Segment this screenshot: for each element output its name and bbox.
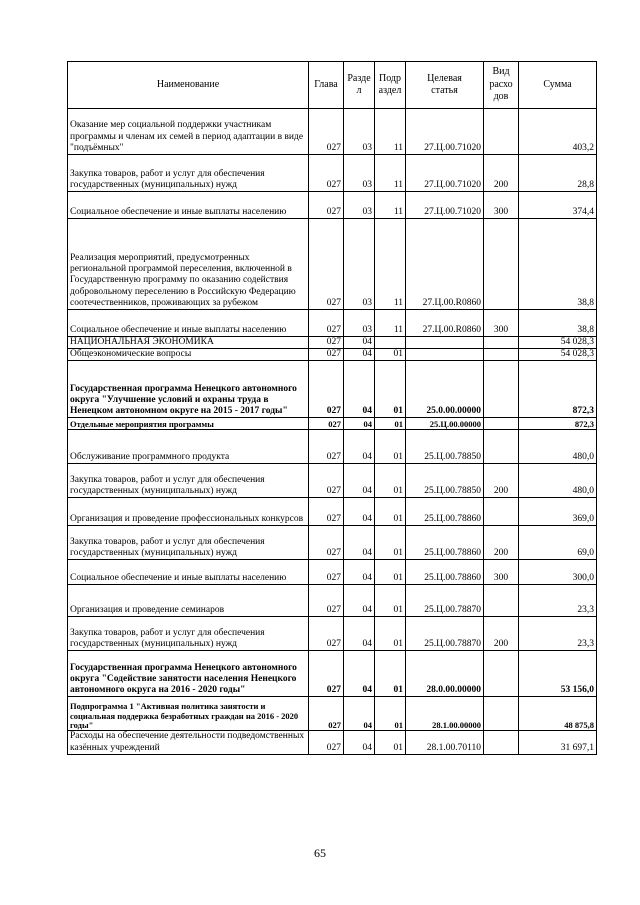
row-target: 25.Ц.00.78850: [406, 464, 484, 498]
row-razdel: 04: [344, 349, 375, 361]
row-podrazdel: 01: [375, 498, 406, 526]
row-sum: 300,0: [519, 560, 597, 585]
row-vid: [484, 337, 519, 349]
row-target: 27.Ц.00.71020: [406, 155, 484, 192]
row-podrazdel: 11: [375, 192, 406, 219]
row-name: Закупка товаров, работ и услуг для обеспечения государственных (муниципальных) нужд: [68, 617, 309, 651]
row-razdel: 04: [344, 526, 375, 560]
table-row: [68, 498, 597, 526]
table-row: [68, 109, 597, 155]
row-target: 28.1.00.70110: [406, 731, 484, 754]
row-vid: [484, 731, 519, 754]
row-glava: 027: [309, 560, 344, 585]
table-row: [68, 310, 597, 337]
row-target: 25.Ц.00.78860: [406, 498, 484, 526]
row-target: [406, 337, 484, 349]
row-target: 27.Ц.00.71020: [406, 109, 484, 155]
row-podrazdel: 01: [375, 349, 406, 361]
table-row: [68, 651, 597, 697]
row-glava: 027: [309, 464, 344, 498]
row-razdel: 03: [344, 192, 375, 219]
row-name: Социальное обеспечение и иные выплаты населению: [68, 192, 309, 219]
row-glava: 027: [309, 526, 344, 560]
row-razdel: 04: [344, 731, 375, 754]
row-vid: 200: [484, 464, 519, 498]
row-name: Социальное обеспечение и иные выплаты населению: [68, 560, 309, 585]
row-podrazdel: 01: [375, 585, 406, 617]
row-name: Организация и проведение профессиональных конкурсов: [68, 498, 309, 526]
row-target: 27.Ц.00.R0860: [406, 310, 484, 337]
row-vid: [484, 651, 519, 697]
row-target: 28.1.00.00000: [406, 697, 484, 731]
row-glava: 027: [309, 109, 344, 155]
row-name: Реализация мероприятий, предусмотренных региональной программой переселения, включенной в Государственную программу по оказанию содействия добровольному переселению в Российскую Федерацию соотечественников, проживающих за рубежом: [68, 219, 309, 310]
row-name: Закупка товаров, работ и услуг для обеспечения государственных (муниципальных) нужд: [68, 464, 309, 498]
table-row: [68, 526, 597, 560]
row-vid: 300: [484, 192, 519, 219]
row-podrazdel: 01: [375, 560, 406, 585]
row-target: 25.Ц.00.78850: [406, 430, 484, 464]
row-target: 25.0.00.00000: [406, 361, 484, 418]
page-number: 65: [314, 846, 326, 860]
row-podrazdel: 01: [375, 697, 406, 731]
row-glava: 027: [309, 651, 344, 697]
row-name: Отдельные мероприятия программы: [68, 418, 309, 430]
row-vid: 200: [484, 526, 519, 560]
header-razdel: Разде л: [344, 62, 375, 109]
table-row: [68, 731, 597, 754]
row-target: 25.Ц.00.78860: [406, 526, 484, 560]
row-name: Социальное обеспечение и иные выплаты населению: [68, 310, 309, 337]
row-razdel: 04: [344, 651, 375, 697]
row-vid: 300: [484, 310, 519, 337]
row-glava: 027: [309, 585, 344, 617]
row-razdel: 03: [344, 155, 375, 192]
table-row: [68, 155, 597, 192]
row-razdel: 04: [344, 697, 375, 731]
row-name: Закупка товаров, работ и услуг для обеспечения государственных (муниципальных) нужд: [68, 526, 309, 560]
row-glava: 027: [309, 731, 344, 754]
table-row: [68, 430, 597, 464]
row-vid: [484, 697, 519, 731]
row-sum: 480,0: [519, 430, 597, 464]
row-razdel: 04: [344, 617, 375, 651]
row-podrazdel: 11: [375, 155, 406, 192]
row-sum: 28,8: [519, 155, 597, 192]
row-vid: 200: [484, 155, 519, 192]
row-podrazdel: 11: [375, 219, 406, 310]
header-glava: Глава: [309, 62, 344, 109]
row-podrazdel: 11: [375, 310, 406, 337]
table-row: [68, 585, 597, 617]
row-razdel: 03: [344, 310, 375, 337]
row-name: НАЦИОНАЛЬНАЯ ЭКОНОМИКА: [68, 337, 309, 349]
table-row: [68, 697, 597, 731]
row-vid: 300: [484, 560, 519, 585]
row-vid: [484, 361, 519, 418]
table-row: [68, 219, 597, 310]
budget-table: [67, 61, 597, 755]
row-podrazdel: 01: [375, 526, 406, 560]
table-row: [68, 464, 597, 498]
header-name: Наименование: [68, 62, 309, 109]
row-podrazdel: 01: [375, 430, 406, 464]
row-sum: 872,3: [519, 418, 597, 430]
row-name: Государственная программа Ненецкого автономного округа "Улучшение условий и охраны труда в Ненецком автономном округе на 2015 - 2017 годы": [68, 361, 309, 418]
row-name: Общеэкономические вопросы: [68, 349, 309, 361]
row-glava: 027: [309, 310, 344, 337]
row-name: Подпрограмма 1 "Активная политика занятости и социальная поддержка безработных граждан на 2016 - 2020 годы": [68, 697, 309, 731]
row-podrazdel: 01: [375, 464, 406, 498]
row-razdel: 03: [344, 219, 375, 310]
row-target: 28.0.00.00000: [406, 651, 484, 697]
row-glava: 027: [309, 617, 344, 651]
row-target: 27.Ц.00.R0860: [406, 219, 484, 310]
row-sum: 54 028,3: [519, 349, 597, 361]
row-vid: [484, 109, 519, 155]
row-razdel: 04: [344, 560, 375, 585]
row-podrazdel: 01: [375, 617, 406, 651]
row-sum: 31 697,1: [519, 731, 597, 754]
row-target: 25.Ц.00.00000: [406, 418, 484, 430]
row-razdel: 04: [344, 418, 375, 430]
row-podrazdel: 11: [375, 109, 406, 155]
row-glava: 027: [309, 697, 344, 731]
row-glava: 027: [309, 418, 344, 430]
header-sum: Сумма: [519, 62, 597, 109]
row-name: Государственная программа Ненецкого автономного округа "Содействие занятости населения Ненецкого автономного округа на 2016 - 2020 годы": [68, 651, 309, 697]
row-glava: 027: [309, 349, 344, 361]
row-sum: 54 028,3: [519, 337, 597, 349]
row-razdel: 04: [344, 430, 375, 464]
row-sum: 23,3: [519, 617, 597, 651]
row-name: Оказание мер социальной поддержки участникам программы и членам их семей в период адаптации в виде "подъёмных": [68, 109, 309, 155]
table-row: [68, 560, 597, 585]
row-glava: 027: [309, 430, 344, 464]
row-glava: 027: [309, 192, 344, 219]
row-name: Обслуживание программного продукта: [68, 430, 309, 464]
row-vid: [484, 219, 519, 310]
row-sum: 53 156,0: [519, 651, 597, 697]
row-sum: 374,4: [519, 192, 597, 219]
row-podrazdel: 01: [375, 651, 406, 697]
row-glava: 027: [309, 219, 344, 310]
row-sum: 872,3: [519, 361, 597, 418]
row-razdel: 04: [344, 361, 375, 418]
row-sum: 480,0: [519, 464, 597, 498]
row-vid: [484, 418, 519, 430]
row-glava: 027: [309, 498, 344, 526]
row-name: Закупка товаров, работ и услуг для обеспечения государственных (муниципальных) нужд: [68, 155, 309, 192]
row-vid: [484, 349, 519, 361]
row-razdel: 04: [344, 464, 375, 498]
row-vid: [484, 585, 519, 617]
row-sum: 38,8: [519, 310, 597, 337]
header-podrazdel: Подр аздел: [375, 62, 406, 109]
row-name: Расходы на обеспечение деятельности подведомственных казённых учреждений: [68, 731, 309, 754]
row-target: 25.Ц.00.78870: [406, 617, 484, 651]
row-glava: 027: [309, 361, 344, 418]
row-sum: 48 875,8: [519, 697, 597, 731]
table-row: [68, 337, 597, 349]
row-razdel: 04: [344, 337, 375, 349]
header-vid: Вид расхо дов: [484, 62, 519, 109]
row-sum: 369,0: [519, 498, 597, 526]
row-target: 27.Ц.00.71020: [406, 192, 484, 219]
table-body: [68, 109, 597, 755]
row-sum: 403,2: [519, 109, 597, 155]
row-podrazdel: 01: [375, 731, 406, 754]
row-razdel: 03: [344, 109, 375, 155]
row-podrazdel: [375, 337, 406, 349]
table-row: [68, 349, 597, 361]
table-row: [68, 192, 597, 219]
row-vid: 200: [484, 617, 519, 651]
row-podrazdel: 01: [375, 418, 406, 430]
header-target: Целевая статья: [406, 62, 484, 109]
row-razdel: 04: [344, 498, 375, 526]
row-target: [406, 349, 484, 361]
row-vid: [484, 430, 519, 464]
row-target: 25.Ц.00.78870: [406, 585, 484, 617]
row-vid: [484, 498, 519, 526]
table-row: [68, 361, 597, 418]
table-row: [68, 617, 597, 651]
row-target: 25.Ц.00.78860: [406, 560, 484, 585]
row-sum: 23,3: [519, 585, 597, 617]
row-glava: 027: [309, 155, 344, 192]
row-sum: 38,8: [519, 219, 597, 310]
table-row: [68, 418, 597, 430]
row-glava: 027: [309, 337, 344, 349]
table-header-row: [68, 62, 597, 109]
row-razdel: 04: [344, 585, 375, 617]
row-name: Организация и проведение семинаров: [68, 585, 309, 617]
row-sum: 69,0: [519, 526, 597, 560]
row-podrazdel: 01: [375, 361, 406, 418]
